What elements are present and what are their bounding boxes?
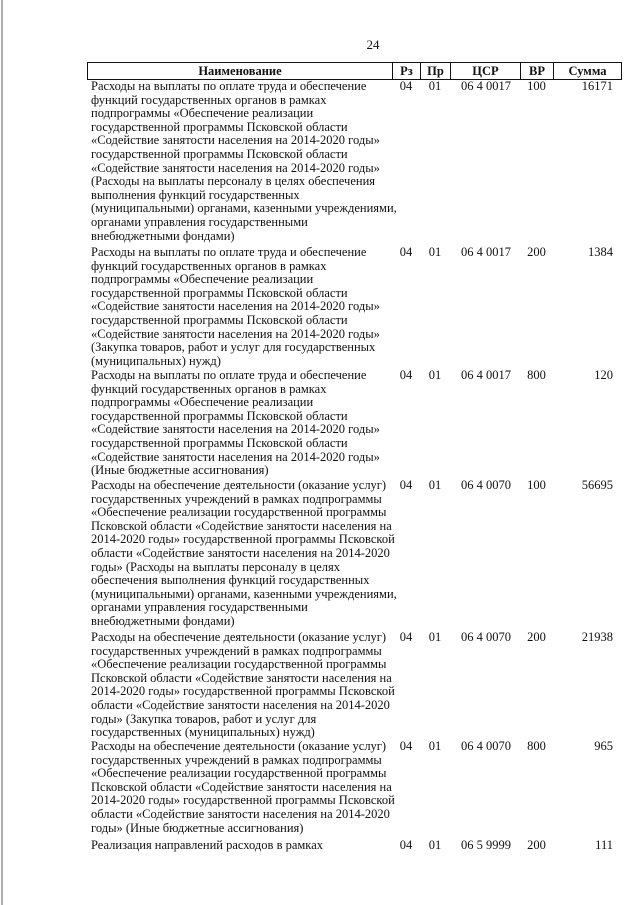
row-pr: 01 xyxy=(428,478,442,492)
row-csr: 06 4 0017 xyxy=(461,368,511,382)
header-name: Наименование xyxy=(198,64,282,78)
row-rz: 04 xyxy=(399,739,413,753)
row-rz: 04 xyxy=(399,478,413,492)
header-pr: Пр xyxy=(420,63,450,79)
row-csr: 06 4 0070 xyxy=(461,630,511,644)
scan-edge xyxy=(1,0,3,905)
header-rz: Рз xyxy=(392,63,420,79)
row-name: Расходы на обеспечение деятельности (оказание услуг) государственных учреждений в рамках подпрограммы «Обеспечение реализации государственной программы Псковской области «Содействие занятости населения на 2014-2020 годы» государственной программы Псковской области «Содействие занятости населения на 2014-2020 годы» (Расходы на выплаты персоналу в целях обеспечения выполнения функций государственных (муниципальными) органами, казенными учреждениями, органами управления государственными внебюджетными фондами) xyxy=(91,478,397,628)
row-name: Расходы на обеспечение деятельности (оказание услуг) государственных учреждений в рамках подпрограммы «Обеспечение реализации государственной программы Псковской области «Содействие занятости населения на 2014-2020 годы» государственной программы Псковской области «Содействие занятости населения на 2014-2020 годы» (Иные бюджетные ассигнования) xyxy=(91,739,395,835)
row-rz: 04 xyxy=(399,630,413,644)
header-sum: Сумма xyxy=(553,63,621,79)
row-pr: 01 xyxy=(428,79,442,93)
row-sum: 56695 xyxy=(581,478,613,492)
row-sum: 111 xyxy=(595,838,613,852)
row-rz: 04 xyxy=(399,368,413,382)
row-name: Расходы на выплаты по оплате труда и обеспечение функций государственных органов в рамках подпрограммы «Обеспечение реализации государственной программы Псковской области «Содействие занятости населения на 2014-2020 годы» государственной программы Псковской области «Содействие занятости населения на 2014-2020 годы» (Иные бюджетные ассигнования) xyxy=(91,368,380,478)
page-number: 24 xyxy=(366,37,380,52)
row-csr: 06 5 9999 xyxy=(461,838,511,852)
row-vr: 100 xyxy=(527,79,546,93)
row-vr: 100 xyxy=(527,478,546,492)
row-name: Расходы на обеспечение деятельности (оказание услуг) государственных учреждений в рамках подпрограммы «Обеспечение реализации государственной программы Псковской области «Содействие занятости населения на 2014-2020 годы» государственной программы Псковской области «Содействие занятости населения на 2014-2020 годы» (Закупка товаров, работ и услуг для государственных (муниципальных) нужд) xyxy=(91,630,395,740)
row-name: Расходы на выплаты по оплате труда и обеспечение функций государственных органов в рамках подпрограммы «Обеспечение реализации государственной программы Псковской области «Содействие занятости населения на 2014-2020 годы» государственной программы Псковской области «Содействие занятости населения на 2014-2020 годы» (Расходы на выплаты персоналу в целях обеспечения выполнения функций государственных (муниципальными) органами, казенными учреждениями, органами управления государственными внебюджетными фондами) xyxy=(91,79,397,243)
row-rz: 04 xyxy=(399,245,413,259)
row-sum: 21938 xyxy=(581,630,613,644)
row-name: Реализация направлений расходов в рамках xyxy=(91,838,323,852)
row-vr: 800 xyxy=(527,739,546,753)
row-name: Расходы на выплаты по оплате труда и обеспечение функций государственных органов в рамках подпрограммы «Обеспечение реализации государственной программы Псковской области «Содействие занятости населения на 2014-2020 годы» государственной программы Псковской области «Содействие занятости населения на 2014-2020 годы» (Закупка товаров, работ и услуг для государственных (муниципальных) нужд) xyxy=(91,245,380,368)
row-rz: 04 xyxy=(399,79,413,93)
row-pr: 01 xyxy=(428,838,442,852)
row-sum: 1384 xyxy=(588,245,613,259)
row-csr: 06 4 0017 xyxy=(461,245,511,259)
row-pr: 01 xyxy=(428,245,442,259)
row-sum: 16171 xyxy=(581,79,613,93)
row-rz: 04 xyxy=(399,838,413,852)
row-vr: 200 xyxy=(527,630,546,644)
row-sum: 120 xyxy=(594,368,613,382)
header-csr: ЦСР xyxy=(450,63,520,79)
header-vr: ВР xyxy=(520,63,553,79)
table-header xyxy=(87,62,622,80)
row-pr: 01 xyxy=(428,739,442,753)
row-sum: 965 xyxy=(594,739,613,753)
row-csr: 06 4 0070 xyxy=(461,739,511,753)
row-csr: 06 4 0070 xyxy=(461,478,511,492)
row-csr: 06 4 0017 xyxy=(461,79,511,93)
row-vr: 200 xyxy=(527,838,546,852)
row-vr: 200 xyxy=(527,245,546,259)
row-pr: 01 xyxy=(428,368,442,382)
row-pr: 01 xyxy=(428,630,442,644)
row-vr: 800 xyxy=(527,368,546,382)
